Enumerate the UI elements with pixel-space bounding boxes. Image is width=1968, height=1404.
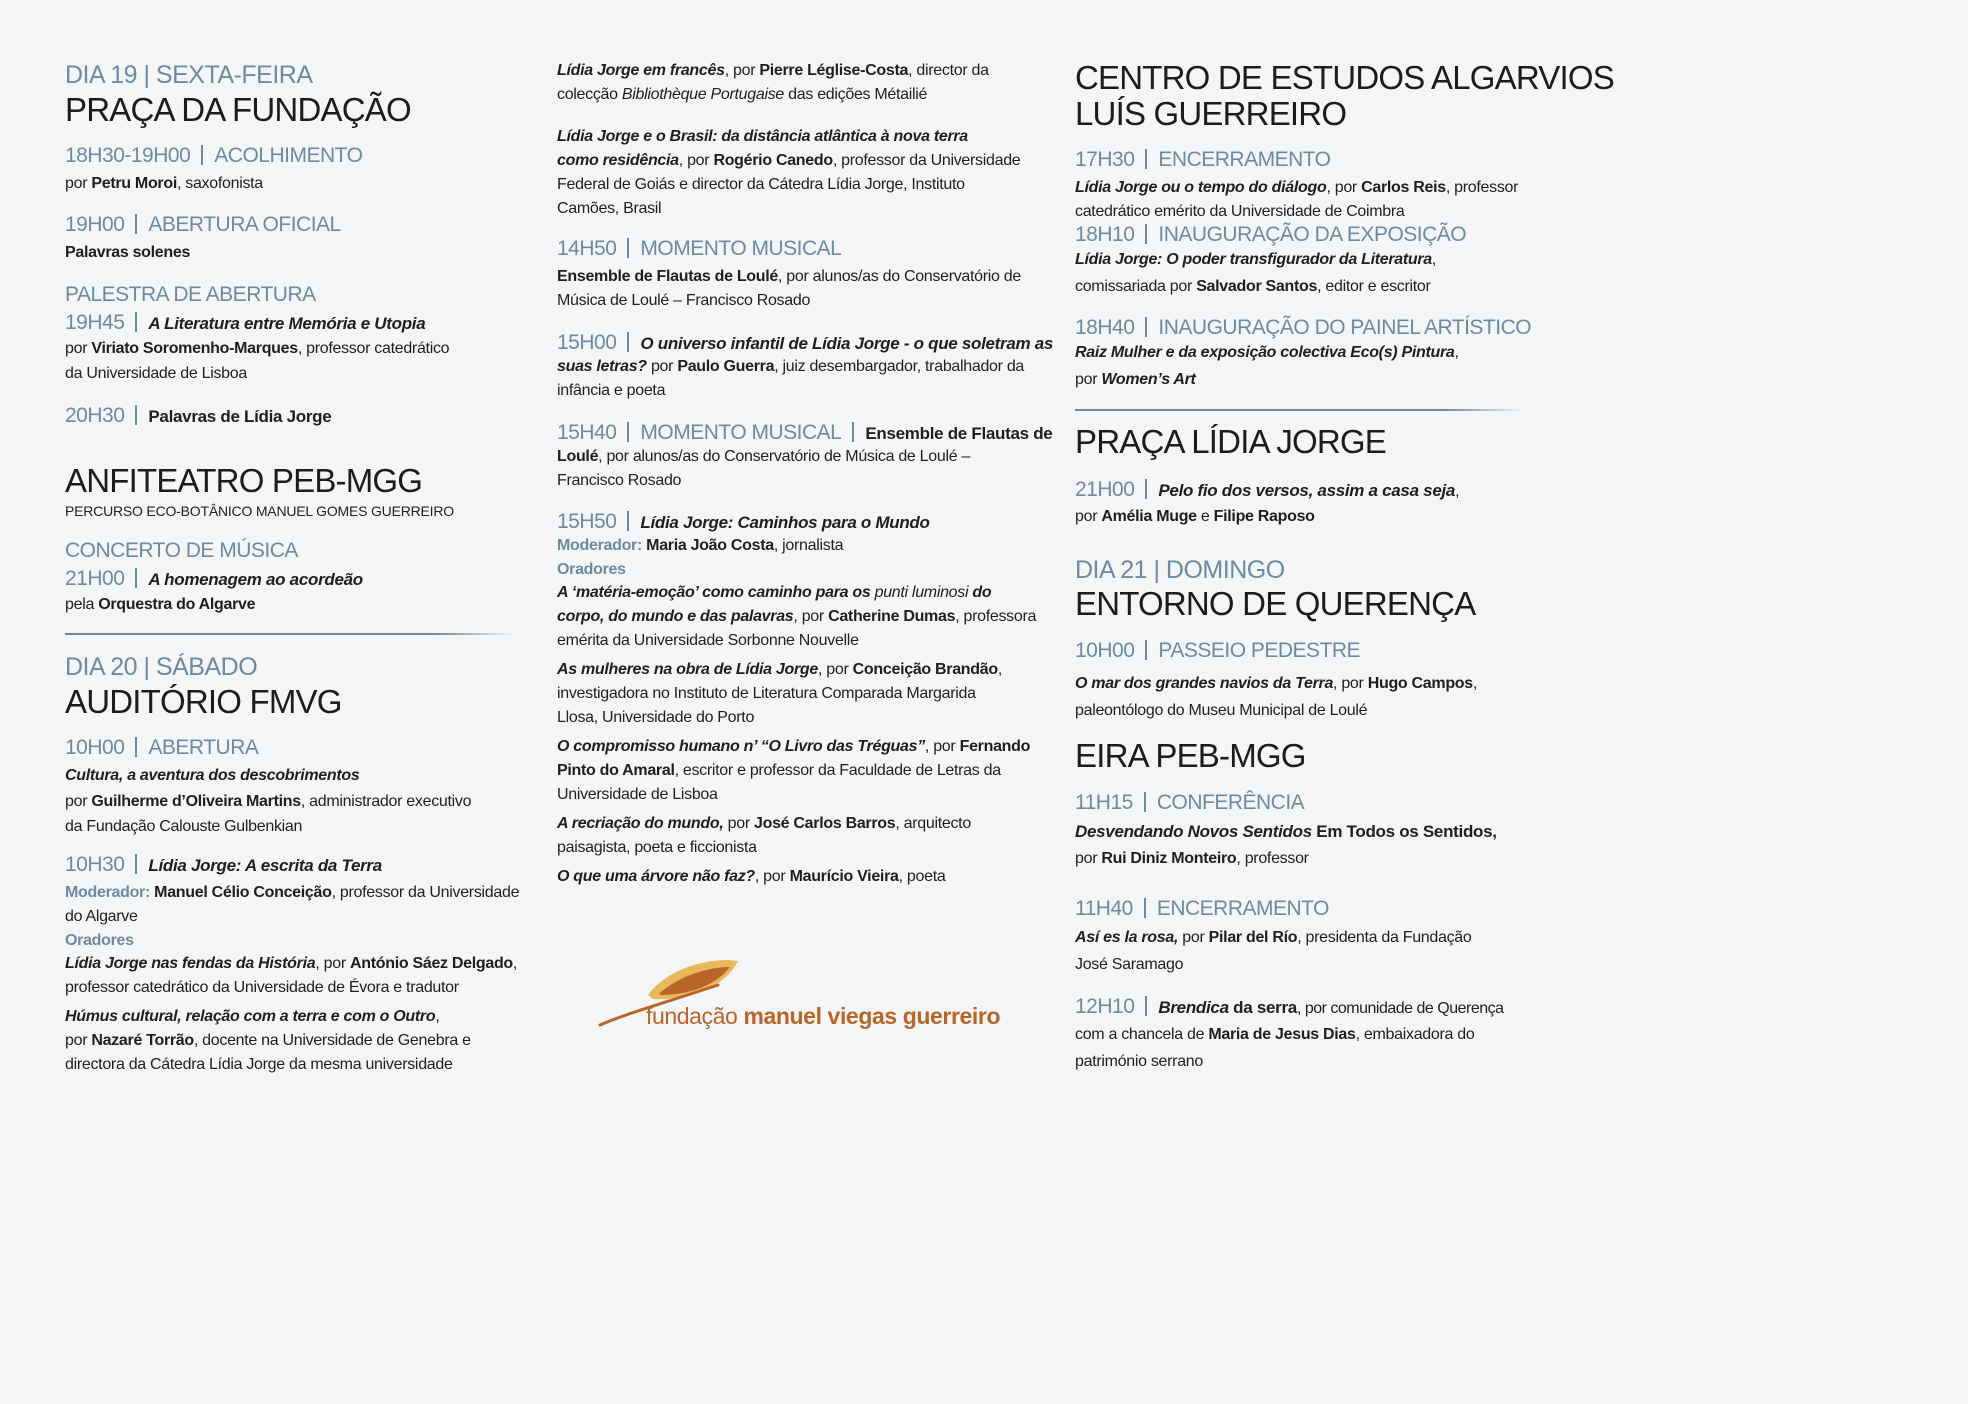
speaker-name: Nazaré Torrão [91, 1032, 194, 1049]
talk-title: do [968, 584, 992, 601]
venue-anfiteatro-subtitle: PERCURSO ECO-BOTÂNICO MANUEL GOMES GUERREIRO [65, 503, 454, 519]
day-21-heading: DIA 21 | DOMINGO [1075, 556, 1285, 584]
moderator-name: Maria João Costa [642, 537, 774, 554]
event-title: Pelo fio dos versos, assim a casa seja [1158, 481, 1456, 500]
event-momento-musical-1 [557, 236, 841, 262]
text: comissariada por [1075, 278, 1197, 295]
talk-mulheres-obra-3: Llosa, Universidade do Porto [557, 709, 755, 726]
speaker-name: Viriato Soromenho-Marques [91, 340, 298, 357]
venue-centro-estudos-2: LUÍS GUERREIRO [1075, 95, 1347, 132]
talk-title: corpo, do mundo e das palavras [557, 608, 794, 625]
text: com a chancela de [1075, 1026, 1209, 1043]
speaker-name: Hugo Campos [1367, 675, 1473, 692]
by-text: por [65, 340, 92, 357]
by-text: por [1075, 508, 1102, 525]
logo-wordmark [646, 1003, 1000, 1030]
talk-mar-navios-2: paleontólogo do Museu Municipal de Loulé [1075, 702, 1368, 719]
by-text: por [65, 793, 92, 810]
performer-name: Loulé [557, 448, 599, 465]
moderator-role: , jornalista [773, 537, 844, 554]
by-text: por [646, 358, 678, 375]
talk-title: A ‘matéria-emoção’ como caminho para os [557, 584, 875, 601]
event-universo-infantil-2 [557, 355, 1024, 379]
talk-brasil-3: Federal de Goiás e director da Cátedra Lídia Jorge, Instituto [557, 176, 965, 193]
event-inauguracao-painel [1075, 315, 1531, 341]
conjunction: e [1196, 508, 1214, 525]
speaker-name: José Carlos Barros [754, 815, 896, 832]
speaker-role: , administrador executivo [300, 793, 472, 810]
performer-role: , saxofonista [176, 175, 263, 192]
event-title: da serra [1228, 998, 1297, 1017]
event-palestra [65, 310, 425, 337]
talk-asi-es-la-rosa [1075, 926, 1472, 950]
time-separator [1145, 149, 1147, 169]
event-abertura [65, 735, 258, 761]
event-title: INAUGURAÇÃO DO PAINEL ARTÍSTICO [1158, 316, 1532, 339]
event-abertura-detail: Palavras solenes [65, 244, 191, 261]
performer-name: Filipe Raposo [1213, 508, 1315, 525]
talk-title: Lídia Jorge nas fendas da História [65, 955, 316, 972]
event-encerramento-1 [1075, 147, 1331, 173]
event-title: ACOLHIMENTO [214, 144, 363, 167]
speaker-role: , escritor e professor da Faculdade de Letras da [674, 762, 1001, 779]
talk-title: Desvendando Novos Sentidos [1075, 822, 1312, 841]
event-inauguracao-exposicao [1075, 222, 1466, 248]
event-time: 18H10 [1075, 223, 1135, 246]
talk-title: O compromisso humano n’ “O Livro das Tréguas” [557, 738, 925, 755]
text: das edições Métailié [784, 86, 928, 103]
time-separator [1145, 996, 1147, 1016]
section-divider [1075, 409, 1525, 411]
event-title: ENCERRAMENTO [1156, 897, 1329, 920]
talk-fendas-historia-2: professor catedrático da Universidade de Évora e tradutor [65, 979, 459, 996]
venue-eira-peb-mgg: EIRA PEB-MGG [1075, 737, 1306, 774]
talk-mar-navios [1075, 672, 1477, 696]
time-separator [201, 145, 203, 165]
oradores-label: Oradores [557, 561, 626, 578]
time-separator [135, 737, 137, 757]
talk-title: Húmus cultural, relação com a terra e com o Outro [65, 1008, 436, 1025]
speaker-role: , professor [1445, 179, 1519, 196]
performer-name: Orquestra do Algarve [98, 596, 256, 613]
talk-title: Así es la rosa, [1075, 929, 1179, 946]
event-time: 14H50 [557, 237, 617, 260]
speaker-role: , director da [908, 62, 989, 79]
event-title: INAUGURAÇÃO DA EXPOSIÇÃO [1158, 223, 1467, 246]
by-text: por [65, 175, 92, 192]
curator-role: , editor e escritor [1317, 278, 1431, 295]
painel-title [1075, 341, 1459, 365]
time-separator [627, 332, 629, 352]
by-text: por [1075, 850, 1102, 867]
talk-asi-es-la-rosa-2: José Saramago [1075, 956, 1184, 973]
curator-name: Salvador Santos [1196, 278, 1318, 295]
event-title: MOMENTO MUSICAL [640, 421, 842, 444]
venue-auditorio-fmvg: AUDITÓRIO FMVG [65, 683, 342, 720]
speaker-role: , professor da Universidade [832, 152, 1021, 169]
talk-em-frances [557, 59, 989, 83]
exposicao-title [1075, 248, 1436, 272]
event-time: 12H10 [1075, 995, 1135, 1018]
talk-arvore [557, 865, 945, 889]
venue-praca-da-fundacao: PRAÇA DA FUNDAÇÃO [65, 91, 411, 128]
concerto-heading: CONCERTO DE MÚSICA [65, 539, 298, 562]
speaker-role: , arquitecto [895, 815, 971, 832]
event-time: 17H30 [1075, 148, 1135, 171]
speaker-name: Carlos Reis [1361, 179, 1446, 196]
punctuation: , [1472, 675, 1478, 692]
collection-name: Bibliothèque Portugaise [621, 86, 785, 103]
time-separator [852, 422, 854, 442]
event-time: 10H00 [65, 736, 125, 759]
day-19-heading: DIA 19 | SEXTA-FEIRA [65, 61, 313, 89]
logo-word-name: manuel viegas guerreiro [743, 1003, 1001, 1029]
artist-name: Women’s Art [1101, 371, 1196, 388]
exhibition-title: Raiz Mulher e da exposição colectiva Eco(s) Pintura [1075, 344, 1455, 361]
talk-tempo-dialogo-2: catedrático emérito da Universidade de Coimbra [1075, 203, 1405, 220]
event-abertura-speaker [65, 790, 471, 814]
performer-name: Amélia Muge [1101, 508, 1197, 525]
event-time: 15H40 [557, 421, 617, 444]
talk-novos-sentidos [1075, 820, 1497, 844]
speaker-name: Conceição Brandão [852, 661, 998, 678]
event-time: 18H30-19H00 [65, 144, 191, 167]
event-palavras-lidia [65, 403, 331, 430]
venue-praca-lidia-jorge: PRAÇA LÍDIA JORGE [1075, 423, 1387, 460]
speaker-name: Fernando [959, 738, 1031, 755]
event-title: Palavras de Lídia Jorge [148, 407, 332, 426]
moderator-label: Moderador: [557, 537, 643, 554]
punctuation: , [512, 955, 518, 972]
talk-tempo-dialogo [1075, 176, 1518, 200]
talk-title: Lídia Jorge ou o tempo do diálogo [1075, 179, 1327, 196]
talk-materia-emocao-2 [557, 605, 1036, 629]
speaker-role: , professor catedrático [297, 340, 450, 357]
moderator-line [557, 534, 843, 558]
speaker-name: Guilherme d’Oliveira Martins [91, 793, 301, 810]
time-separator [135, 214, 137, 234]
time-separator [627, 511, 629, 531]
moderator-line [65, 881, 519, 905]
talk-novos-sentidos-2 [1075, 847, 1309, 871]
event-acolhimento [65, 143, 362, 169]
by-text: , por [724, 62, 760, 79]
foundation-logo [598, 955, 1001, 1035]
talk-recriacao-mundo [557, 812, 971, 836]
talk-brasil-title: Lídia Jorge e o Brasil: da distância atlântica à nova terra [557, 128, 968, 145]
time-separator [1144, 898, 1146, 918]
performer-role: , por alunos/as do Conservatório de [778, 268, 1021, 285]
by-text: , por [818, 661, 853, 678]
event-title: MOMENTO MUSICAL [640, 237, 842, 260]
time-separator [1145, 224, 1147, 244]
punctuation: , [1454, 344, 1459, 361]
time-separator [135, 854, 137, 874]
event-time: 11H15 [1075, 791, 1133, 814]
event-momento-musical-2-detail-2: Francisco Rosado [557, 472, 682, 489]
day-20-heading: DIA 20 | SÁBADO [65, 653, 258, 681]
performer-name: Ensemble de Flautas de [865, 424, 1053, 443]
talk-recriacao-mundo-2: paisagista, poeta e ficcionista [557, 839, 757, 856]
time-separator [1145, 640, 1147, 660]
section-divider [65, 633, 515, 635]
by-text: , por [1333, 675, 1368, 692]
by-text: por [1178, 929, 1209, 946]
event-time: 21H00 [1075, 478, 1135, 501]
event-palestra-detail-2: da Universidade de Lisboa [65, 365, 247, 382]
event-abertura-speaker-2: da Fundação Calouste Gulbenkian [65, 818, 303, 835]
oradores-label: Oradores [65, 932, 134, 949]
talk-title: Em Todos os Sentidos, [1311, 822, 1497, 841]
speaker-role: , professor [1236, 850, 1309, 867]
event-title: ABERTURA OFICIAL [148, 213, 341, 236]
text: colecção [557, 86, 622, 103]
event-passeio-pedestre [1075, 638, 1360, 664]
speaker-name: Rui Diniz Monteiro [1101, 850, 1237, 867]
time-separator [1145, 479, 1147, 499]
talk-mulheres-obra-2: investigadora no Instituto de Literatura Comparada Margarida [557, 685, 976, 702]
event-universo-infantil [557, 330, 1053, 357]
exhibition-title: Lídia Jorge: O poder transfigurador da Literatura [1075, 251, 1432, 268]
performer-name: Petru Moroi [91, 175, 177, 192]
talk-brasil-2 [557, 149, 1020, 173]
event-momento-musical-2-detail [557, 445, 970, 469]
event-time: 20H30 [65, 404, 125, 427]
event-caminhos-mundo [557, 509, 930, 536]
event-fio-versos-detail [1075, 505, 1315, 529]
speaker-name: Maurício Vieira [789, 868, 899, 885]
event-title: O universo infantil de Lídia Jorge - o que soletram as [640, 334, 1054, 353]
speaker-name: Pilar del Río [1208, 929, 1298, 946]
talk-humus-cultural [65, 1005, 439, 1029]
event-momento-musical-1-detail-2: Música de Loulé – Francisco Rosado [557, 292, 811, 309]
talk-fendas-historia [65, 952, 517, 976]
exposicao-curator [1075, 275, 1431, 299]
event-encerramento-2 [1075, 896, 1329, 922]
event-time: 19H00 [65, 213, 125, 236]
talk-materia-emocao-3: emérita da Universidade Sorbonne Nouvelle [557, 632, 859, 649]
by-text: , por [678, 152, 714, 169]
speaker-role: , poeta [898, 868, 946, 885]
event-escrita-terra [65, 852, 382, 879]
talk-title: A recriação do mundo, [557, 815, 724, 832]
event-time: 18H40 [1075, 316, 1135, 339]
event-momento-musical-1-detail [557, 265, 1021, 289]
talk-livro-treguas-2 [557, 759, 1001, 783]
person-role: , embaixadora do [1355, 1026, 1475, 1043]
painel-by [1075, 368, 1196, 392]
time-separator [1144, 792, 1146, 812]
venue-centro-estudos: CENTRO DE ESTUDOS ALGARVIOS [1075, 59, 1614, 96]
speaker-name: Paulo Guerra [677, 358, 775, 375]
talk-title: As mulheres na obra de Lídia Jorge [557, 661, 818, 678]
time-separator [135, 312, 137, 332]
talk-humus-cultural-3: directora da Cátedra Lídia Jorge da mesma universidade [65, 1056, 453, 1073]
time-separator [627, 238, 629, 258]
moderator-role: , professor da Universidade [331, 884, 520, 901]
talk-title-italic: punti luminosi [874, 584, 969, 601]
time-separator [627, 422, 629, 442]
by-text: , por comunidade de Querença [1296, 1000, 1504, 1017]
event-time: 11H40 [1075, 897, 1133, 920]
talk-title: O mar dos grandes navios da Terra [1075, 675, 1334, 692]
speaker-name: Catherine Dumas [828, 608, 956, 625]
moderator-line-2: do Algarve [65, 908, 138, 925]
by-text: , por [793, 608, 829, 625]
time-separator [135, 568, 137, 588]
event-title: ENCERRAMENTO [1158, 148, 1331, 171]
event-momento-musical-2 [557, 420, 1052, 447]
punctuation: , [1431, 251, 1437, 268]
event-fio-versos [1075, 477, 1459, 505]
performer-name: Ensemble de Flautas de Loulé [557, 268, 778, 285]
event-time: 10H30 [65, 853, 125, 876]
event-title: Lídia Jorge: A escrita da Terra [148, 856, 382, 875]
event-palestra-detail [65, 337, 449, 361]
talk-title: O que uma árvore não faz? [557, 868, 755, 885]
by-text: , por [1326, 179, 1362, 196]
by-text: , por [315, 955, 350, 972]
event-title: Brendica [1158, 998, 1229, 1017]
speaker-name: Rogério Canedo [713, 152, 833, 169]
moderator-name: Manuel Célio Conceição [150, 884, 332, 901]
talk-materia-emocao [557, 581, 991, 605]
by-text: , por [924, 738, 960, 755]
event-brendica [1075, 994, 1504, 1022]
logo-word-fundacao: fundação [646, 1003, 744, 1029]
event-title: A Literatura entre Memória e Utopia [148, 314, 426, 333]
talk-livro-treguas-3: Universidade de Lisboa [557, 786, 718, 803]
punctuation: , [435, 1008, 440, 1025]
by-text: por [1075, 371, 1102, 388]
event-title: CONFERÊNCIA [1156, 791, 1305, 814]
by-text: pela [65, 596, 99, 613]
talk-livro-treguas [557, 735, 1030, 759]
talk-title: Lídia Jorge em francês [557, 62, 725, 79]
speaker-name: António Sáez Delgado [350, 955, 513, 972]
event-abertura-oficial [65, 212, 341, 238]
speaker-role: , presidenta da Fundação [1297, 929, 1472, 946]
talk-humus-cultural-2 [65, 1029, 471, 1053]
event-brendica-2 [1075, 1023, 1474, 1047]
event-abertura-talk: Cultura, a aventura dos descobrimentos [65, 767, 360, 784]
event-conferencia [1075, 790, 1304, 816]
event-time: 21H00 [65, 567, 125, 590]
time-separator [135, 405, 137, 425]
event-concerto [65, 566, 363, 593]
moderator-label: Moderador: [65, 884, 151, 901]
by-text: , por [754, 868, 790, 885]
event-title: PASSEIO PEDESTRE [1158, 639, 1361, 662]
performer-role: , por alunos/as do Conservatório de Música de Loulé – [598, 448, 971, 465]
talk-mulheres-obra [557, 658, 1002, 682]
talk-brasil-4: Camões, Brasil [557, 200, 662, 217]
event-title: ABERTURA [148, 736, 259, 759]
venue-entorno-querenca: ENTORNO DE QUERENÇA [1075, 585, 1476, 622]
speaker-role: , juiz desembargador, trabalhador da [774, 358, 1025, 375]
event-time: 19H45 [65, 311, 125, 334]
speaker-role: , professora [955, 608, 1037, 625]
speaker-name: Pierre Léglise-Costa [759, 62, 909, 79]
event-universo-infantil-3: infância e poeta [557, 382, 666, 399]
event-time: 10H00 [1075, 639, 1135, 662]
punctuation: , [997, 661, 1002, 678]
talk-title: como residência [557, 152, 679, 169]
event-brendica-3: património serrano [1075, 1053, 1203, 1070]
speaker-role: , docente na Universidade de Genebra e [193, 1032, 471, 1049]
talk-title: suas letras? [557, 358, 647, 375]
event-title: Lídia Jorge: Caminhos para o Mundo [640, 513, 930, 532]
event-acolhimento-detail [65, 172, 263, 196]
event-concerto-detail [65, 593, 255, 617]
event-title: A homenagem ao acordeão [148, 570, 363, 589]
talk-em-frances-2 [557, 83, 927, 107]
person-name: Maria de Jesus Dias [1208, 1026, 1356, 1043]
venue-anfiteatro: ANFITEATRO PEB-MGG [65, 462, 423, 499]
event-time: 15H00 [557, 331, 617, 354]
event-time: 15H50 [557, 510, 617, 533]
speaker-name: Pinto do Amaral [557, 762, 675, 779]
punctuation: , [1455, 483, 1460, 500]
by-text: por [723, 815, 755, 832]
palestra-heading: PALESTRA DE ABERTURA [65, 283, 316, 306]
by-text: por [65, 1032, 92, 1049]
time-separator [1145, 317, 1147, 337]
